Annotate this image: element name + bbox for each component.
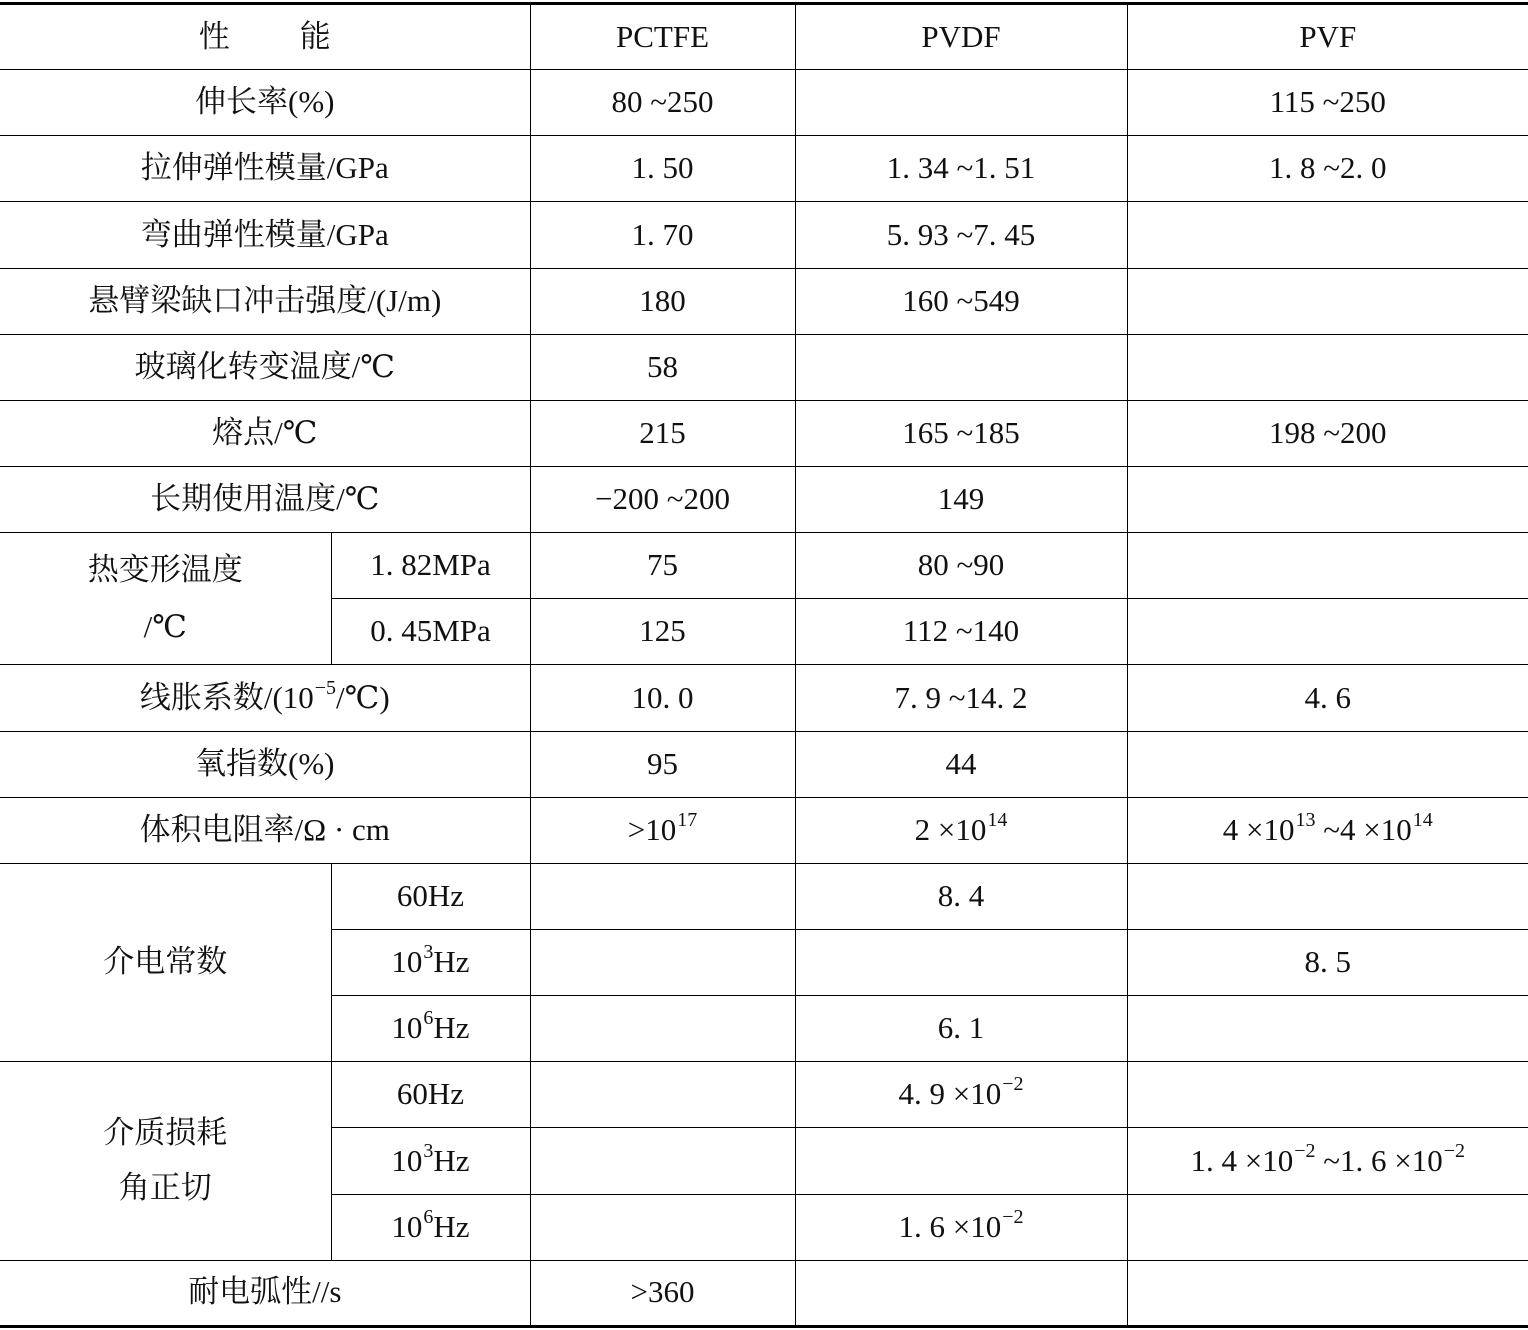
cell-pvdf <box>795 929 1127 995</box>
value-base: ~4 ×10 <box>1315 811 1412 847</box>
value-base: 10 <box>391 1142 423 1178</box>
superscript: −2 <box>1002 1073 1024 1096</box>
superscript: 6 <box>423 1205 434 1228</box>
cell-pvf: 198 ~200 <box>1127 400 1528 466</box>
unit: Hz <box>433 1208 470 1244</box>
cell-pvdf <box>795 1062 1127 1128</box>
value-base: >10 <box>627 811 677 847</box>
cell-pvf: 115 ~250 <box>1127 70 1528 136</box>
superscript: 13 <box>1295 808 1316 831</box>
cell-pctfe: >360 <box>530 1260 795 1326</box>
cell-pctfe <box>530 929 795 995</box>
cell-pvf: 8. 5 <box>1127 929 1528 995</box>
cell-pvf <box>1127 1128 1528 1194</box>
value-base: 10 <box>391 1208 423 1244</box>
value-base: 10 <box>391 1010 423 1046</box>
cell-pctfe: 58 <box>530 334 795 400</box>
cell-pctfe: 75 <box>530 533 795 599</box>
cell-pvf: 1. 8 ~2. 0 <box>1127 136 1528 202</box>
superscript: 14 <box>1412 808 1433 831</box>
sub-label: 0. 45MPa <box>331 599 530 665</box>
superscript: 17 <box>677 808 698 831</box>
cell-pctfe <box>530 863 795 929</box>
table-row <box>0 533 1528 599</box>
cell-pvf <box>1127 731 1528 797</box>
header-property-char2: 能 <box>299 18 331 54</box>
header-pvf: PVF <box>1127 4 1528 70</box>
value-base: 1. 6 ×10 <box>898 1208 1002 1244</box>
cell-pvf: 4. 6 <box>1127 665 1528 731</box>
superscript: 3 <box>423 1139 434 1162</box>
cell-pctfe <box>530 1128 795 1194</box>
cell-pctfe: 180 <box>530 268 795 334</box>
cell-pvdf <box>795 70 1127 136</box>
table-row <box>0 466 1528 532</box>
row-label: 长期使用温度/℃ <box>0 466 530 532</box>
row-label-group <box>0 1062 331 1260</box>
cell-pvdf: 80 ~90 <box>795 533 1127 599</box>
cell-pvf <box>1127 466 1528 532</box>
superscript: −2 <box>1002 1205 1024 1228</box>
cell-pvf <box>1127 1062 1528 1128</box>
value-base: 10 <box>391 944 423 980</box>
cell-pctfe: 1. 50 <box>530 136 795 202</box>
cell-pctfe: 80 ~250 <box>530 70 795 136</box>
cell-pvdf: 112 ~140 <box>795 599 1127 665</box>
cell-pctfe <box>530 797 795 863</box>
sub-label <box>331 1194 530 1260</box>
header-property <box>0 4 530 70</box>
cell-pvdf: 149 <box>795 466 1127 532</box>
table-row <box>0 334 1528 400</box>
table-row <box>0 136 1528 202</box>
cell-pctfe <box>530 996 795 1062</box>
header-property-char1: 性 <box>198 18 230 54</box>
row-label: 悬臂梁缺口冲击强度/(J/m) <box>0 268 530 334</box>
table-row <box>0 70 1528 136</box>
row-label-group <box>0 533 331 665</box>
sub-label: 60Hz <box>331 1062 530 1128</box>
unit: Hz <box>433 1010 470 1046</box>
value-base: 2 ×10 <box>914 811 987 847</box>
row-label: 熔点/℃ <box>0 400 530 466</box>
cell-pvf <box>1127 533 1528 599</box>
table-header-row <box>0 4 1528 70</box>
cell-pvdf <box>795 797 1127 863</box>
superscript: −2 <box>1294 1139 1316 1162</box>
table-row <box>0 1062 1528 1128</box>
cell-pvdf: 5. 93 ~7. 45 <box>795 202 1127 268</box>
properties-table <box>0 2 1528 1328</box>
cell-pvdf: 165 ~185 <box>795 400 1127 466</box>
cell-pctfe: 95 <box>530 731 795 797</box>
row-label <box>0 665 530 731</box>
table-row <box>0 797 1528 863</box>
row-label: 拉伸弹性模量/GPa <box>0 136 530 202</box>
row-label-line1: 热变形温度 <box>87 552 243 588</box>
cell-pvdf: 160 ~549 <box>795 268 1127 334</box>
row-label-line2: /℃ <box>143 608 187 644</box>
header-pvdf: PVDF <box>795 4 1127 70</box>
sub-label: 1. 82MPa <box>331 533 530 599</box>
cell-pvf <box>1127 863 1528 929</box>
cell-pvdf: 1. 34 ~1. 51 <box>795 136 1127 202</box>
row-label-line2: 角正切 <box>118 1169 212 1205</box>
table-row <box>0 1260 1528 1326</box>
label-part: /℃) <box>336 679 390 715</box>
table-row <box>0 665 1528 731</box>
cell-pctfe: −200 ~200 <box>530 466 795 532</box>
cell-pvf <box>1127 996 1528 1062</box>
value-base: 4 ×10 <box>1222 811 1295 847</box>
superscript: 3 <box>423 941 434 964</box>
header-pctfe: PCTFE <box>530 4 795 70</box>
cell-pvf <box>1127 797 1528 863</box>
cell-pvdf <box>795 1194 1127 1260</box>
cell-pvf <box>1127 1260 1528 1326</box>
sub-label: 60Hz <box>331 863 530 929</box>
unit: Hz <box>433 1142 470 1178</box>
cell-pvf <box>1127 202 1528 268</box>
sub-label <box>331 996 530 1062</box>
row-label: 弯曲弹性模量/GPa <box>0 202 530 268</box>
table-row <box>0 400 1528 466</box>
sub-label <box>331 929 530 995</box>
unit: Hz <box>433 944 470 980</box>
table-row <box>0 202 1528 268</box>
value-base: 1. 4 ×10 <box>1190 1142 1294 1178</box>
cell-pvf <box>1127 334 1528 400</box>
cell-pctfe: 10. 0 <box>530 665 795 731</box>
cell-pvdf <box>795 1128 1127 1194</box>
cell-pctfe: 125 <box>530 599 795 665</box>
cell-pvdf: 7. 9 ~14. 2 <box>795 665 1127 731</box>
cell-pctfe <box>530 1194 795 1260</box>
cell-pvf <box>1127 1194 1528 1260</box>
cell-pctfe <box>530 1062 795 1128</box>
cell-pvdf: 8. 4 <box>795 863 1127 929</box>
row-label: 体积电阻率/Ω · cm <box>0 797 530 863</box>
superscript: 6 <box>423 1007 434 1030</box>
row-label-line1: 介质损耗 <box>103 1115 228 1151</box>
cell-pctfe: 1. 70 <box>530 202 795 268</box>
row-label-group: 介电常数 <box>0 863 331 1061</box>
cell-pvf <box>1127 268 1528 334</box>
cell-pvdf <box>795 334 1127 400</box>
cell-pvdf: 44 <box>795 731 1127 797</box>
cell-pvf <box>1127 599 1528 665</box>
superscript: 14 <box>987 808 1008 831</box>
cell-pvdf <box>795 1260 1127 1326</box>
value-base: 4. 9 ×10 <box>898 1076 1002 1112</box>
superscript: −5 <box>314 676 337 699</box>
value-base: ~1. 6 ×10 <box>1315 1142 1443 1178</box>
table-row <box>0 731 1528 797</box>
row-label: 耐电弧性//s <box>0 1260 530 1326</box>
table-row <box>0 268 1528 334</box>
sub-label <box>331 1128 530 1194</box>
superscript: −2 <box>1443 1139 1466 1162</box>
table-row <box>0 863 1528 929</box>
row-label: 玻璃化转变温度/℃ <box>0 334 530 400</box>
label-part: 线胀系数/(10 <box>139 679 314 715</box>
row-label: 氧指数(%) <box>0 731 530 797</box>
cell-pctfe: 215 <box>530 400 795 466</box>
row-label: 伸长率(%) <box>0 70 530 136</box>
cell-pvdf: 6. 1 <box>795 996 1127 1062</box>
